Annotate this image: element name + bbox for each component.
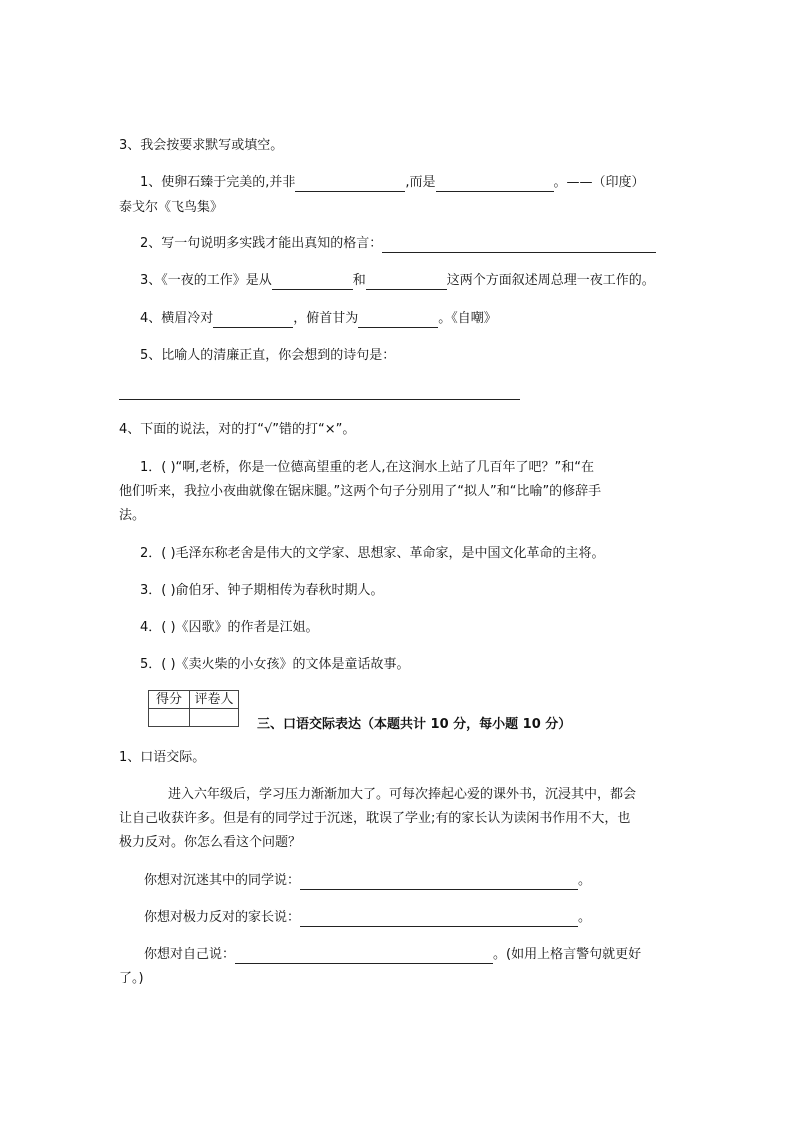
answer-1-blank[interactable]	[300, 875, 578, 890]
passage-line-3: 极力反对。你怎么看这个问题？	[119, 835, 302, 850]
q3-item3-text-c: 这两个方面叙述周总理一夜工作的。	[446, 273, 655, 288]
q4-item1-line3: 法。	[119, 508, 146, 523]
passage-line-1: 进入六年级后，学习压力渐渐加大了。可每次捧起心爱的课外书，沉浸其中，都会	[168, 787, 637, 802]
answer-2	[144, 909, 591, 927]
answer-2-period: 。	[578, 910, 592, 925]
q3-item2-text: 2、写一句说明多实践才能出真知的格言：	[140, 236, 383, 251]
q3-item4-text-a: 4、横眉冷对	[140, 311, 214, 326]
q3-item1-text-b: ,而是	[405, 175, 436, 190]
q4-item1-line2: 他们听来，我拉小夜曲就像在锯床腿。”这两个句子分别用了“拟人”和“比喻”的修辞手	[119, 484, 602, 499]
section-3-title: 三、口语交际表达（本题共计 10 分，每小题 10 分）	[257, 717, 572, 732]
answer-1-period: 。	[578, 873, 592, 888]
answer-3-tail: 。(如用上格言警句就更好	[493, 947, 642, 962]
q4-item3: 3．( )俞伯牙、钟子期相传为春秋时期人。	[140, 583, 384, 598]
q3-item3	[140, 272, 655, 290]
q3-item3-blank-1[interactable]	[272, 275, 353, 290]
q3-item1-blank-2[interactable]	[436, 177, 554, 192]
passage-line-2: 让自己收获许多。但是有的同学过于沉迷，耽误了学业;有的家长认为读闲书作用不大，也	[119, 811, 631, 826]
q3-item4-blank-2[interactable]	[358, 313, 438, 328]
q3-item4-text-c: 。《自嘲》	[438, 311, 497, 326]
q3-item1-blank-1[interactable]	[295, 177, 405, 192]
q3-item3-text-a: 3、《一夜的工作》是从	[140, 273, 272, 288]
q4-item2: 2．( )毛泽东称老舍是伟大的文学家、思想家、革命家，是中国文化革命的主将。	[140, 546, 605, 561]
q3-item2-blank[interactable]	[382, 238, 656, 253]
answer-3-tail-line2: 了。)	[119, 971, 144, 986]
grader-cell[interactable]	[190, 709, 239, 727]
q4-item1-line1: 1．( )“啊,老桥，你是一位德高望重的老人,在这涧水上站了几百年了吧？”和“在	[140, 460, 595, 475]
grader-header: 评卷人	[190, 691, 239, 709]
score-table	[148, 690, 239, 727]
answer-3-blank[interactable]	[235, 949, 493, 964]
q3-item5-answer-line[interactable]	[119, 399, 520, 400]
q3-item2	[140, 235, 656, 253]
section3-q1-heading: 1、口语交际。	[119, 750, 206, 765]
q3-item4-text-b: ，俯首甘为	[293, 311, 359, 326]
q3-item3-blank-2[interactable]	[366, 275, 447, 290]
q3-item3-text-b: 和	[352, 273, 366, 288]
q3-item5: 5、比喻人的清廉正直，你会想到的诗句是：	[140, 348, 396, 363]
q3-item1-text-a: 1、使卵石臻于完美的,并非	[140, 175, 296, 190]
q3-item4-blank-1[interactable]	[213, 313, 293, 328]
answer-2-prompt: 你想对极力反对的家长说：	[144, 910, 301, 925]
answer-3-prompt: 你想对自己说：	[144, 947, 236, 962]
q3-heading: 3、我会按要求默写或填空。	[119, 138, 284, 153]
q4-item5: 5．( )《卖火柴的小女孩》的文体是童话故事。	[140, 657, 410, 672]
answer-1	[144, 872, 591, 890]
q3-item1-source: 泰戈尔《飞鸟集》	[119, 200, 224, 215]
answer-1-prompt: 你想对沉迷其中的同学说：	[144, 873, 301, 888]
q3-item1	[140, 174, 645, 192]
q4-heading: 4、下面的说法，对的打“√”错的打“×”。	[119, 422, 356, 437]
answer-3	[144, 946, 641, 964]
q4-item4: 4．( )《囚歌》的作者是江姐。	[140, 620, 319, 635]
q3-item1-text-c: 。——（印度）	[553, 175, 645, 190]
answer-2-blank[interactable]	[300, 912, 578, 927]
score-cell[interactable]	[149, 709, 190, 727]
score-header: 得分	[149, 691, 190, 709]
q3-item4	[140, 310, 497, 328]
